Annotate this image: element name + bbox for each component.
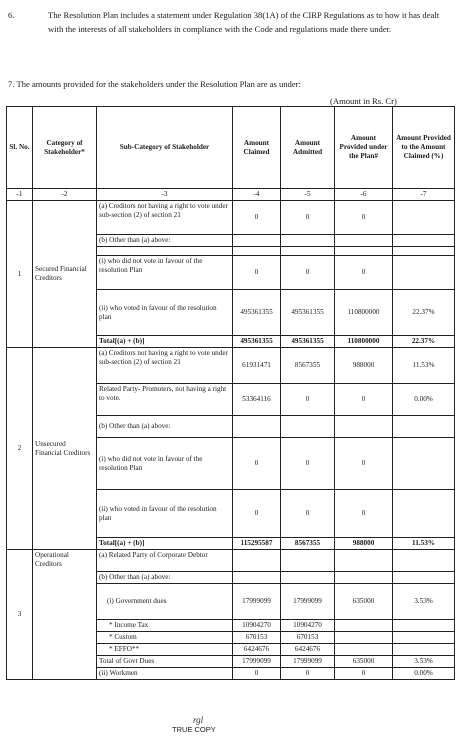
provided-cell bbox=[335, 235, 393, 247]
empty-cell bbox=[281, 247, 335, 256]
claimed-cell: 0 bbox=[233, 668, 281, 680]
claimed-cell bbox=[233, 416, 281, 438]
total-label: Total[(a) + (b)] bbox=[97, 336, 233, 348]
header-provided: Amount Provided under the Plan# bbox=[335, 107, 393, 189]
col-number: -7 bbox=[393, 189, 455, 201]
subcategory-cell: (b) Other than (a) above: bbox=[97, 235, 233, 247]
provided-cell bbox=[335, 620, 393, 632]
header-percent: Amount Provided to the Amount Claimed (%) bbox=[393, 107, 455, 189]
percent-cell bbox=[393, 201, 455, 235]
claimed-cell: 17999099 bbox=[233, 656, 281, 668]
provided-cell bbox=[335, 550, 393, 572]
true-copy-stamp: TRUE COPY bbox=[172, 725, 216, 734]
subcategory-cell: (a) Related Party of Corporate Debtor bbox=[97, 550, 233, 572]
column-number-row bbox=[7, 189, 455, 201]
subcategory-cell: Total of Govt Dues bbox=[97, 656, 233, 668]
claimed-cell: 670153 bbox=[233, 632, 281, 644]
provided-cell: 988000 bbox=[335, 348, 393, 384]
provided-cell bbox=[335, 644, 393, 656]
admitted-cell: 17999099 bbox=[281, 584, 335, 620]
empty-cell bbox=[335, 247, 393, 256]
admitted-cell: 0 bbox=[281, 384, 335, 416]
admitted-cell: 17999099 bbox=[281, 656, 335, 668]
paragraph-6-text: The Resolution Plan includes a statement under Regulation 38(1A) of the CIRP Regulations as to how it has dealt with the interests of all stakeholders in compliance with the Code and regulations made there under. bbox=[48, 10, 440, 34]
col-number: -3 bbox=[97, 189, 233, 201]
claimed-cell: 17999099 bbox=[233, 584, 281, 620]
admitted-cell: 670153 bbox=[281, 632, 335, 644]
claimed-cell: 10904270 bbox=[233, 620, 281, 632]
claimed-cell: 0 bbox=[233, 256, 281, 290]
paragraph-7: 7. The amounts provided for the stakeholders under the Resolution Plan are as under: bbox=[8, 79, 301, 89]
empty-cell bbox=[97, 247, 233, 256]
provided-cell: 0 bbox=[335, 438, 393, 490]
percent-cell bbox=[393, 572, 455, 584]
percent-cell bbox=[393, 620, 455, 632]
paragraph-6-number: 6. bbox=[8, 10, 15, 20]
claimed-cell: 53364116 bbox=[233, 384, 281, 416]
header-admitted: Amount Admitted bbox=[281, 107, 335, 189]
subcategory-cell: (b) Other than (a) above: bbox=[97, 572, 233, 584]
subcategory-cell: (b) Other than (a) above: bbox=[97, 416, 233, 438]
claimed-cell: 6424676 bbox=[233, 644, 281, 656]
provided-cell: 0 bbox=[335, 384, 393, 416]
admitted-cell: 0 bbox=[281, 201, 335, 235]
admitted-cell: 0 bbox=[281, 256, 335, 290]
col-number: -6 bbox=[335, 189, 393, 201]
admitted-cell bbox=[281, 416, 335, 438]
section-1-sl: 1 bbox=[7, 201, 33, 348]
percent-cell: 11.53% bbox=[393, 348, 455, 384]
total-label: Total[(a) + (b)] bbox=[97, 538, 233, 550]
admitted-cell: 8567355 bbox=[281, 348, 335, 384]
header-row bbox=[7, 107, 455, 189]
percent-cell bbox=[393, 632, 455, 644]
table-row bbox=[7, 550, 455, 572]
total-percent: 11.53% bbox=[393, 538, 455, 550]
subcategory-cell: (ii) Workmen bbox=[97, 668, 233, 680]
admitted-cell: 6424676 bbox=[281, 644, 335, 656]
total-admitted: 8567355 bbox=[281, 538, 335, 550]
subcategory-cell: * Income Tax bbox=[97, 620, 233, 632]
provided-cell: 635000 bbox=[335, 656, 393, 668]
percent-cell bbox=[393, 438, 455, 490]
subcategory-cell: Related Party- Promoters, not having a right to vote. bbox=[97, 384, 233, 416]
provided-cell: 0 bbox=[335, 490, 393, 538]
claimed-cell: 495361355 bbox=[233, 290, 281, 336]
amount-unit-note: (Amount in Rs. Cr) bbox=[330, 96, 397, 106]
subcategory-cell: (a) Creditors not having a right to vote under sub-section (2) of section 21 bbox=[97, 201, 233, 235]
col-number: -4 bbox=[233, 189, 281, 201]
claimed-cell: 0 bbox=[233, 490, 281, 538]
subcategory-cell: (i) who did not vote in favour of the resolution Plan bbox=[97, 438, 233, 490]
provided-cell: 110800000 bbox=[335, 290, 393, 336]
provided-cell: 0 bbox=[335, 256, 393, 290]
percent-cell: 3.53% bbox=[393, 656, 455, 668]
admitted-cell: 0 bbox=[281, 668, 335, 680]
admitted-cell: 10904270 bbox=[281, 620, 335, 632]
subcategory-cell: (ii) who voted in favour of the resolution plan bbox=[97, 490, 233, 538]
section-3-sl: 3 bbox=[7, 550, 33, 680]
section-2-sl: 2 bbox=[7, 348, 33, 550]
table-row bbox=[7, 348, 455, 384]
empty-cell bbox=[233, 247, 281, 256]
admitted-cell: 495361355 bbox=[281, 290, 335, 336]
header-sl: Sl. No. bbox=[7, 107, 33, 189]
total-provided: 988000 bbox=[335, 538, 393, 550]
total-admitted: 495361355 bbox=[281, 336, 335, 348]
percent-cell bbox=[393, 256, 455, 290]
admitted-cell bbox=[281, 550, 335, 572]
handwritten-signature: rgl bbox=[193, 715, 204, 725]
section-3-category: Operational Creditors bbox=[33, 550, 97, 680]
percent-cell: 0.00% bbox=[393, 668, 455, 680]
claimed-cell bbox=[233, 235, 281, 247]
claimed-cell: 0 bbox=[233, 438, 281, 490]
percent-cell bbox=[393, 644, 455, 656]
claimed-cell: 61931471 bbox=[233, 348, 281, 384]
header-subcategory: Sub-Category of Stakeholder bbox=[97, 107, 233, 189]
percent-cell bbox=[393, 490, 455, 538]
provided-cell bbox=[335, 416, 393, 438]
provided-cell: 0 bbox=[335, 201, 393, 235]
subcategory-cell: (i) who did not vote in favour of the resolution Plan bbox=[97, 256, 233, 290]
subcategory-cell: (ii) who voted in favour of the resolution plan bbox=[97, 290, 233, 336]
claimed-cell: 0 bbox=[233, 201, 281, 235]
percent-cell bbox=[393, 235, 455, 247]
total-percent: 22.37% bbox=[393, 336, 455, 348]
percent-cell bbox=[393, 416, 455, 438]
header-category: Category of Stakeholder* bbox=[33, 107, 97, 189]
col-number: -5 bbox=[281, 189, 335, 201]
section-2-category: Unsecured Financial Creditors bbox=[33, 348, 97, 550]
subcategory-cell: * Custom bbox=[97, 632, 233, 644]
percent-cell: 3.53% bbox=[393, 584, 455, 620]
percent-cell bbox=[393, 550, 455, 572]
section-1-category: Secured Financial Creditors bbox=[33, 201, 97, 348]
admitted-cell bbox=[281, 235, 335, 247]
stakeholder-amounts-table bbox=[6, 106, 455, 680]
provided-cell bbox=[335, 632, 393, 644]
total-claimed: 115295587 bbox=[233, 538, 281, 550]
claimed-cell bbox=[233, 550, 281, 572]
provided-cell bbox=[335, 572, 393, 584]
table-row bbox=[7, 201, 455, 235]
admitted-cell: 0 bbox=[281, 438, 335, 490]
total-provided: 110800000 bbox=[335, 336, 393, 348]
admitted-cell bbox=[281, 572, 335, 584]
provided-cell: 635000 bbox=[335, 584, 393, 620]
col-number: -2 bbox=[33, 189, 97, 201]
empty-cell bbox=[393, 247, 455, 256]
col-number: -1 bbox=[7, 189, 33, 201]
header-claimed: Amount Claimed bbox=[233, 107, 281, 189]
admitted-cell: 0 bbox=[281, 490, 335, 538]
claimed-cell bbox=[233, 572, 281, 584]
subcategory-cell: (a) Creditors not having a right to vote under sub-section (2) of section 21 bbox=[97, 348, 233, 384]
percent-cell: 22.37% bbox=[393, 290, 455, 336]
total-claimed: 495361355 bbox=[233, 336, 281, 348]
percent-cell: 0.00% bbox=[393, 384, 455, 416]
provided-cell: 0 bbox=[335, 668, 393, 680]
subcategory-cell: (i) Government dues bbox=[97, 584, 233, 620]
subcategory-cell: * EFFO** bbox=[97, 644, 233, 656]
